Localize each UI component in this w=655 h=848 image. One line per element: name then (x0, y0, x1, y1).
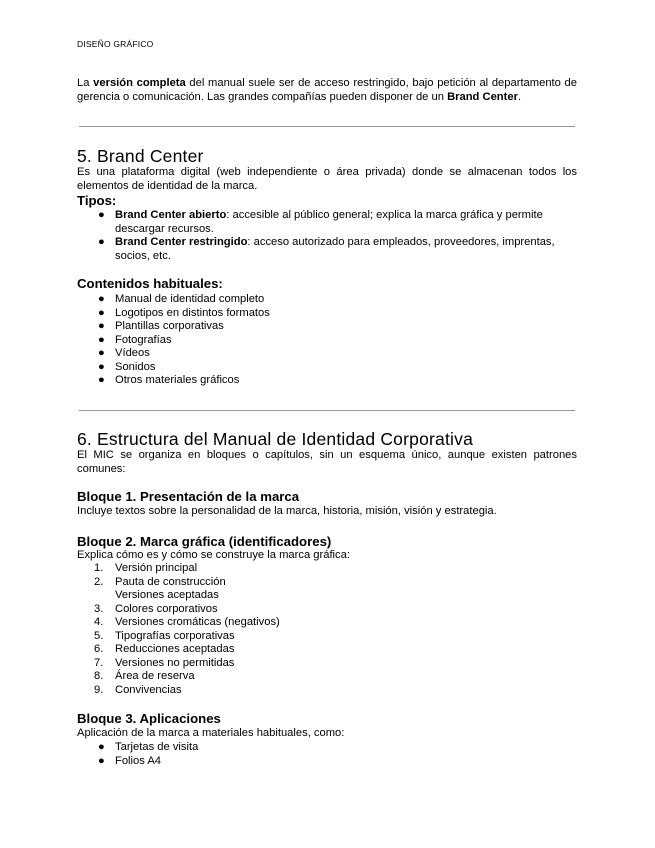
list-item-text: Colores corporativos (115, 602, 218, 615)
list-item-text: Otros materiales gráficos (115, 374, 240, 386)
list-item-text: Logotipos en distintos formatos (115, 306, 270, 319)
intro-text-1: La (77, 77, 94, 89)
intro-paragraph (77, 77, 577, 104)
list-item (77, 657, 577, 671)
list-item-text: Versión principal (115, 562, 198, 574)
bullet-icon: ● (98, 236, 105, 248)
divider (79, 126, 575, 127)
list-item-bold: Brand Center abierto (115, 209, 227, 221)
bullet-icon: ● (98, 347, 105, 359)
list-number: 7. (94, 656, 104, 669)
list-number: 8. (94, 670, 104, 682)
tipos-list (77, 209, 577, 263)
divider (79, 410, 575, 411)
bullet-icon: ● (98, 333, 105, 346)
list-number: 4. (94, 616, 104, 628)
contenidos-list (77, 293, 577, 388)
list-item (77, 361, 577, 375)
section-title: 6. Estructura del Manual de Identidad Corporativa (77, 429, 473, 449)
section-description: Es una plataforma digital (web independiente o área privada) donde se almacenan todos los elementos de identidad de la marca. (77, 166, 577, 192)
list-item (77, 630, 577, 644)
intro-text-3: . (517, 90, 522, 103)
list-item-text: Vídeos (115, 347, 150, 359)
intro-bold-2: Brand Center (447, 90, 518, 103)
list-item-text: Plantillas corporativas (115, 320, 224, 332)
bloque-2-description: Explica cómo es y cómo se construye la marca gráfica: (77, 549, 350, 561)
bullet-icon: ● (98, 306, 105, 319)
list-item-text: Tarjetas de visita (115, 741, 199, 753)
list-item-text: Sonidos (115, 360, 156, 373)
bullet-icon: ● (98, 293, 105, 305)
tipos-heading: Tipos: (77, 193, 117, 208)
list-item (77, 684, 577, 698)
list-number: 1. (94, 562, 104, 574)
list-item-text: Convivencias (115, 683, 182, 696)
bullet-icon: ● (98, 209, 105, 221)
bloque-2-list (77, 562, 577, 697)
list-item (77, 741, 577, 755)
list-number: 9. (94, 683, 104, 696)
bullet-icon: ● (98, 360, 105, 373)
list-item-text: Fotografías (115, 333, 172, 346)
list-item-text: Manual de identidad completo (115, 293, 265, 305)
list-number: 2. (94, 575, 104, 588)
list-item (77, 643, 577, 657)
bloque-3-title: Bloque 3. Aplicaciones (77, 711, 221, 726)
bullet-icon: ● (98, 320, 105, 332)
list-item (77, 576, 577, 590)
list-number: 3. (94, 602, 104, 615)
list-item-text: Versiones no permitidas (115, 656, 235, 669)
bullet-icon: ● (98, 741, 105, 753)
list-item (77, 589, 577, 603)
list-item-bold: Brand Center restringido (115, 236, 248, 248)
list-item (77, 334, 577, 348)
bloque-2-title: Bloque 2. Marca gráfica (identificadores) (77, 534, 332, 549)
list-item (77, 755, 577, 769)
list-number: 5. (94, 629, 104, 642)
list-number: 6. (94, 643, 104, 655)
intro-text-2: del manual suele ser de acceso restringido, bajo petición al departamento de gerencia o comunicación. Las grandes compañías pueden disponer de un (77, 77, 578, 103)
bloque-3-description: Aplicación de la marca a materiales habituales, como: (77, 727, 345, 739)
list-item (77, 562, 577, 576)
list-item-text: Versiones aceptadas (115, 589, 219, 601)
list-item-text: Folios A4 (115, 754, 162, 767)
list-item-text: Reducciones aceptadas (115, 643, 235, 655)
bloque-1-title: Bloque 1. Presentación de la marca (77, 489, 300, 504)
list-item (77, 320, 577, 334)
list-item (77, 293, 577, 307)
list-item (77, 209, 577, 236)
list-item-text: Área de reserva (115, 670, 195, 682)
bloque-3-list (77, 741, 577, 768)
contenidos-heading: Contenidos habituales: (77, 276, 223, 291)
list-item-text: : acceso autorizado para empleados, proveedores, imprentas, socios, etc. (115, 236, 555, 262)
page-header: DISEÑO GRÁFICO (77, 39, 154, 49)
list-item-text: Pauta de construcción (115, 575, 226, 588)
list-item (77, 670, 577, 684)
bullet-icon: ● (98, 754, 105, 767)
list-item-text: Tipografías corporativas (115, 629, 235, 642)
list-item (77, 616, 577, 630)
list-item-text: Versiones cromáticas (negativos) (115, 616, 280, 628)
intro-bold-1: versión completa (93, 77, 186, 89)
section-description: El MIC se organiza en bloques o capítulos, sin un esquema único, aunque existen patrones comunes: (77, 449, 577, 475)
list-item-text: : accesible al público general; explica la marca gráfica y permite descargar recursos. (115, 209, 543, 235)
list-item (77, 347, 577, 361)
bloque-1-description: Incluye textos sobre la personalidad de la marca, historia, misión, visión y estrategia. (77, 505, 497, 517)
section-title: 5. Brand Center (77, 146, 204, 166)
list-item (77, 603, 577, 617)
list-item (77, 307, 577, 321)
bullet-icon: ● (98, 374, 105, 386)
list-item (77, 236, 577, 263)
list-item (77, 374, 577, 388)
